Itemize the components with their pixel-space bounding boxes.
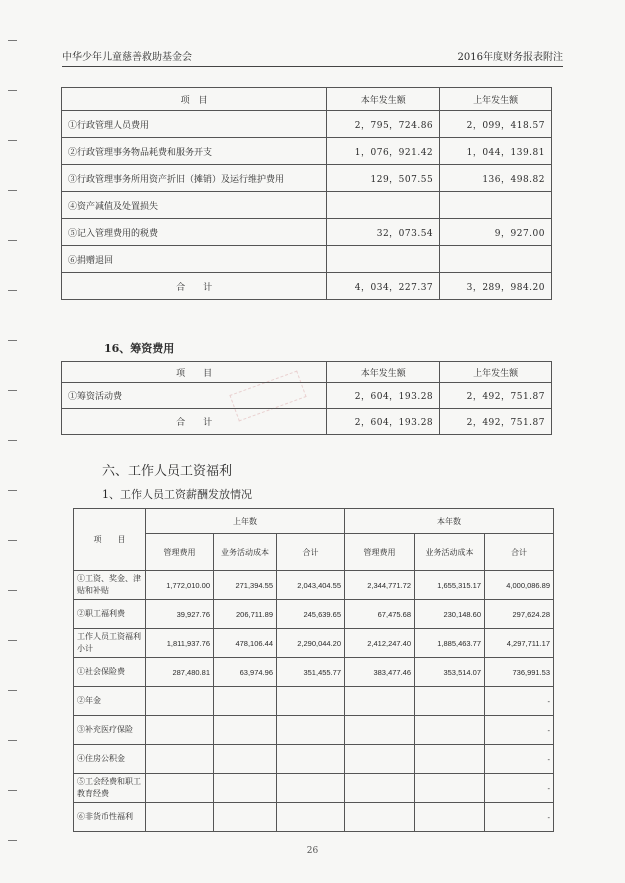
row-item: 工作人员工资福利小计 — [74, 629, 146, 658]
staff-salary-table — [73, 508, 554, 832]
row-item: ②职工福利费 — [74, 600, 146, 629]
cell-current-business: 230,148.60 — [415, 600, 485, 629]
cell-prior-admin — [146, 745, 214, 774]
cell-current-admin — [345, 716, 415, 745]
cell-current-admin — [345, 687, 415, 716]
row-prior — [440, 192, 552, 219]
total-row — [62, 273, 552, 300]
row-item: ⑥捐赠退回 — [62, 246, 327, 273]
cell-prior-admin: 287,480.81 — [146, 658, 214, 687]
table-row — [62, 111, 552, 138]
row-item: ③行政管理事务所用资产折旧（摊销）及运行维护费用 — [62, 165, 327, 192]
binder-margin-marks — [8, 0, 16, 883]
cell-prior-admin: 1,811,937.76 — [146, 629, 214, 658]
cell-current-admin: 2,344,771.72 — [345, 571, 415, 600]
cell-current-business: 1,655,315.17 — [415, 571, 485, 600]
table-header-row — [62, 88, 552, 111]
table-row — [74, 629, 554, 658]
table-row — [74, 600, 554, 629]
col-prior-business: 业务活动成本 — [214, 534, 277, 571]
row-item: ①工资、奖金、津贴和补贴 — [74, 571, 146, 600]
row-prior: 2，099，418.57 — [440, 111, 552, 138]
cell-prior-total — [277, 716, 345, 745]
row-item: ⑥非货币性福利 — [74, 803, 146, 832]
row-item: ④住房公积金 — [74, 745, 146, 774]
section-6-subtitle: 1、工作人员工资薪酬发放情况 — [102, 488, 252, 501]
section-16-title: 16、筹资费用 — [104, 342, 175, 355]
cell-current-total: - — [485, 716, 554, 745]
cell-prior-total — [277, 774, 345, 803]
cell-prior-total: 2,043,404.55 — [277, 571, 345, 600]
row-current: 1，076，921.42 — [327, 138, 440, 165]
row-item: ③补充医疗保险 — [74, 716, 146, 745]
cell-current-admin — [345, 803, 415, 832]
table-row — [62, 383, 552, 409]
cell-prior-business — [214, 687, 277, 716]
admin-expense-table — [61, 87, 552, 300]
table-row — [74, 687, 554, 716]
table-row — [74, 745, 554, 774]
table-subheader-row — [74, 534, 554, 571]
header-doc-title: 2016年度财务报表附注 — [457, 52, 563, 63]
section-6-title: 六、工作人员工资福利 — [102, 464, 233, 479]
cell-current-admin — [345, 745, 415, 774]
group-prior-year: 上年数 — [146, 509, 345, 534]
cell-current-admin: 383,477.46 — [345, 658, 415, 687]
page-number: 26 — [306, 846, 319, 856]
cell-current-total: 297,624.28 — [485, 600, 554, 629]
cell-current-total: 4,297,711.17 — [485, 629, 554, 658]
col-prior: 上年发生额 — [440, 362, 552, 383]
table-row — [62, 219, 552, 246]
group-current-year: 本年数 — [345, 509, 554, 534]
col-current: 本年发生额 — [327, 362, 440, 383]
cell-prior-business: 271,394.55 — [214, 571, 277, 600]
row-current: 2，604，193.28 — [327, 383, 440, 409]
col-prior-admin: 管理费用 — [146, 534, 214, 571]
cell-current-business — [415, 745, 485, 774]
col-item: 项 目 — [62, 88, 327, 111]
table-row — [62, 138, 552, 165]
cell-prior-business: 63,974.96 — [214, 658, 277, 687]
row-item: ⑤工会经费和职工教育经费 — [74, 774, 146, 803]
row-item: ②年金 — [74, 687, 146, 716]
cell-current-business: 353,514.07 — [415, 658, 485, 687]
col-prior: 上年发生额 — [440, 88, 552, 111]
table-row — [74, 571, 554, 600]
cell-current-total: - — [485, 803, 554, 832]
col-current-total: 合计 — [485, 534, 554, 571]
row-current: 2，795，724.86 — [327, 111, 440, 138]
fundraising-expense-table — [61, 361, 552, 435]
total-label: 合 计 — [62, 273, 327, 300]
cell-current-admin: 67,475.68 — [345, 600, 415, 629]
cell-prior-admin — [146, 803, 214, 832]
cell-current-total: - — [485, 687, 554, 716]
row-prior: 136，498.82 — [440, 165, 552, 192]
cell-prior-total — [277, 745, 345, 774]
col-current-admin: 管理费用 — [345, 534, 415, 571]
row-current — [327, 246, 440, 273]
row-item: ①社会保险费 — [74, 658, 146, 687]
cell-current-business: 1,885,463.77 — [415, 629, 485, 658]
cell-prior-business — [214, 803, 277, 832]
row-prior: 1，044，139.81 — [440, 138, 552, 165]
table-row — [62, 192, 552, 219]
row-item: ②行政管理事务物品耗费和服务开支 — [62, 138, 327, 165]
cell-prior-business: 478,106.44 — [214, 629, 277, 658]
cell-prior-admin: 1,772,010.00 — [146, 571, 214, 600]
cell-prior-admin — [146, 774, 214, 803]
table-row — [74, 803, 554, 832]
cell-prior-total: 351,455.77 — [277, 658, 345, 687]
cell-prior-business: 206,711.89 — [214, 600, 277, 629]
col-prior-total: 合计 — [277, 534, 345, 571]
table-row — [74, 658, 554, 687]
cell-prior-total — [277, 803, 345, 832]
total-prior: 2，492，751.87 — [440, 409, 552, 435]
total-label: 合 计 — [62, 409, 327, 435]
total-prior: 3，289，984.20 — [440, 273, 552, 300]
row-item: ①行政管理人员费用 — [62, 111, 327, 138]
row-current: 129，507.55 — [327, 165, 440, 192]
header-org-name: 中华少年儿童慈善救助基金会 — [62, 52, 192, 63]
cell-current-total: - — [485, 774, 554, 803]
cell-current-business — [415, 687, 485, 716]
row-item: ④资产减值及处置损失 — [62, 192, 327, 219]
total-current: 4，034，227.37 — [327, 273, 440, 300]
cell-prior-admin — [146, 716, 214, 745]
row-prior: 9，927.00 — [440, 219, 552, 246]
table-header-row — [62, 362, 552, 383]
cell-prior-total: 2,290,044.20 — [277, 629, 345, 658]
col-current: 本年发生额 — [327, 88, 440, 111]
row-prior — [440, 246, 552, 273]
page-header — [62, 48, 563, 67]
table-row — [74, 716, 554, 745]
cell-current-total: 736,991.53 — [485, 658, 554, 687]
cell-current-admin: 2,412,247.40 — [345, 629, 415, 658]
row-item: ①筹资活动费 — [62, 383, 327, 409]
row-current — [327, 192, 440, 219]
table-row — [74, 774, 554, 803]
cell-current-business — [415, 716, 485, 745]
col-current-business: 业务活动成本 — [415, 534, 485, 571]
cell-prior-admin — [146, 687, 214, 716]
col-item: 项 目 — [74, 509, 146, 571]
total-current: 2，604，193.28 — [327, 409, 440, 435]
row-prior: 2，492，751.87 — [440, 383, 552, 409]
cell-prior-business — [214, 716, 277, 745]
row-item: ⑤记入管理费用的税费 — [62, 219, 327, 246]
cell-current-business — [415, 774, 485, 803]
cell-current-total: 4,000,086.89 — [485, 571, 554, 600]
cell-current-admin — [345, 774, 415, 803]
cell-prior-total: 245,639.65 — [277, 600, 345, 629]
cell-current-total: - — [485, 745, 554, 774]
col-item: 项 目 — [62, 362, 327, 383]
table-header-row — [74, 509, 554, 534]
cell-prior-admin: 39,927.76 — [146, 600, 214, 629]
cell-prior-total — [277, 687, 345, 716]
cell-prior-business — [214, 745, 277, 774]
total-row — [62, 409, 552, 435]
cell-prior-business — [214, 774, 277, 803]
table-row — [62, 246, 552, 273]
table-row — [62, 165, 552, 192]
cell-current-business — [415, 803, 485, 832]
row-current: 32，073.54 — [327, 219, 440, 246]
